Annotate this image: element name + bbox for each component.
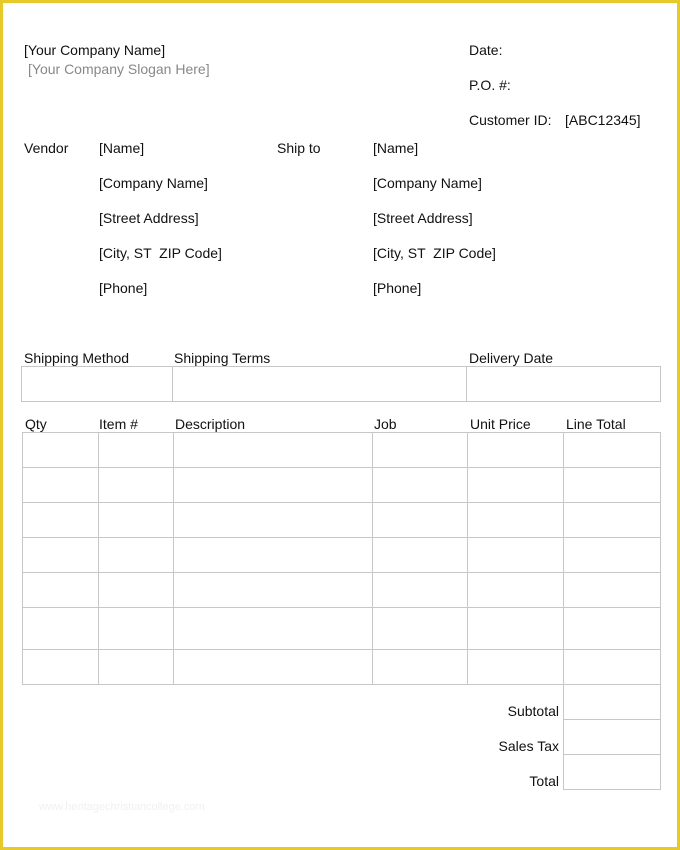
table-cell[interactable]	[24, 434, 97, 466]
customer-id-value: [ABC12345]	[565, 112, 641, 128]
ship-to-street: [Street Address]	[373, 210, 473, 226]
ship-to-name: [Name]	[373, 140, 419, 156]
table-cell[interactable]	[373, 650, 466, 683]
subtotal-label: Subtotal	[507, 703, 559, 719]
subtotal-field[interactable]	[564, 686, 660, 719]
table-cell[interactable]	[373, 434, 466, 466]
table-cell[interactable]	[564, 503, 659, 536]
ship-to-city: [City, ST ZIP Code]	[373, 245, 496, 261]
total-field[interactable]	[564, 756, 660, 789]
table-cell[interactable]	[373, 468, 466, 501]
total-label: Total	[529, 773, 559, 789]
shipping-method-label: Shipping Method	[24, 350, 130, 366]
table-cell[interactable]	[564, 573, 659, 606]
table-cell[interactable]	[174, 503, 371, 536]
table-cell[interactable]	[174, 608, 371, 648]
table-cell[interactable]	[174, 650, 371, 683]
table-cell[interactable]	[99, 573, 172, 606]
table-cell[interactable]	[468, 434, 562, 466]
table-cell[interactable]	[468, 650, 562, 683]
ship-to-phone: [Phone]	[373, 280, 422, 296]
table-cell[interactable]	[373, 608, 466, 648]
table-cell[interactable]	[468, 538, 562, 571]
table-cell[interactable]	[373, 573, 466, 606]
table-cell[interactable]	[468, 468, 562, 501]
table-cell[interactable]	[373, 503, 466, 536]
table-cell[interactable]	[564, 538, 659, 571]
col-header-qty: Qty	[25, 416, 47, 432]
table-cell[interactable]	[564, 468, 659, 501]
totals-divider	[564, 719, 660, 720]
sales-tax-label: Sales Tax	[498, 738, 559, 754]
vendor-label: Vendor	[24, 140, 69, 156]
table-cell[interactable]	[174, 573, 371, 606]
shipping-terms-label: Shipping Terms	[174, 350, 271, 366]
col-header-description: Description	[175, 416, 246, 432]
table-cell[interactable]	[99, 434, 172, 466]
table-cell[interactable]	[174, 538, 371, 571]
company-name: [Your Company Name]	[24, 42, 166, 58]
vendor-street: [Street Address]	[99, 210, 199, 226]
shipping-method-field[interactable]	[22, 367, 172, 401]
table-cell[interactable]	[468, 573, 562, 606]
table-cell[interactable]	[564, 650, 659, 683]
table-cell[interactable]	[24, 608, 97, 648]
table-cell[interactable]	[24, 468, 97, 501]
table-cell[interactable]	[99, 650, 172, 683]
vendor-company: [Company Name]	[99, 175, 208, 191]
col-header-item: Item #	[99, 416, 138, 432]
vendor-name: [Name]	[99, 140, 145, 156]
date-label: Date:	[469, 42, 503, 58]
table-cell[interactable]	[564, 434, 659, 466]
delivery-date-label: Delivery Date	[469, 350, 554, 366]
po-label: P.O. #:	[469, 77, 511, 93]
table-cell[interactable]	[99, 468, 172, 501]
table-cell[interactable]	[468, 608, 562, 648]
table-cell[interactable]	[99, 538, 172, 571]
table-cell[interactable]	[24, 503, 97, 536]
table-cell[interactable]	[24, 538, 97, 571]
col-header-unit-price: Unit Price	[470, 416, 531, 432]
ship-to-label: Ship to	[277, 140, 321, 156]
table-cell[interactable]	[174, 468, 371, 501]
table-cell[interactable]	[99, 608, 172, 648]
ship-to-company: [Company Name]	[373, 175, 482, 191]
table-cell[interactable]	[468, 503, 562, 536]
shipping-terms-field[interactable]	[173, 367, 466, 401]
col-header-line-total: Line Total	[566, 416, 626, 432]
table-cell[interactable]	[174, 434, 371, 466]
table-cell[interactable]	[99, 503, 172, 536]
company-slogan: [Your Company Slogan Here]	[28, 61, 210, 77]
table-cell[interactable]	[24, 650, 97, 683]
col-header-job: Job	[374, 416, 397, 432]
watermark-text: www.heritagechristiancollege.com	[39, 801, 205, 813]
totals-divider	[564, 754, 660, 755]
customer-id-label: Customer ID:	[469, 112, 552, 128]
table-cell[interactable]	[24, 573, 97, 606]
vendor-phone: [Phone]	[99, 280, 148, 296]
delivery-date-field[interactable]	[467, 367, 660, 401]
vendor-city: [City, ST ZIP Code]	[99, 245, 222, 261]
sales-tax-field[interactable]	[564, 721, 660, 754]
line-items-table	[22, 432, 661, 685]
table-cell[interactable]	[373, 538, 466, 571]
table-cell[interactable]	[564, 608, 659, 648]
